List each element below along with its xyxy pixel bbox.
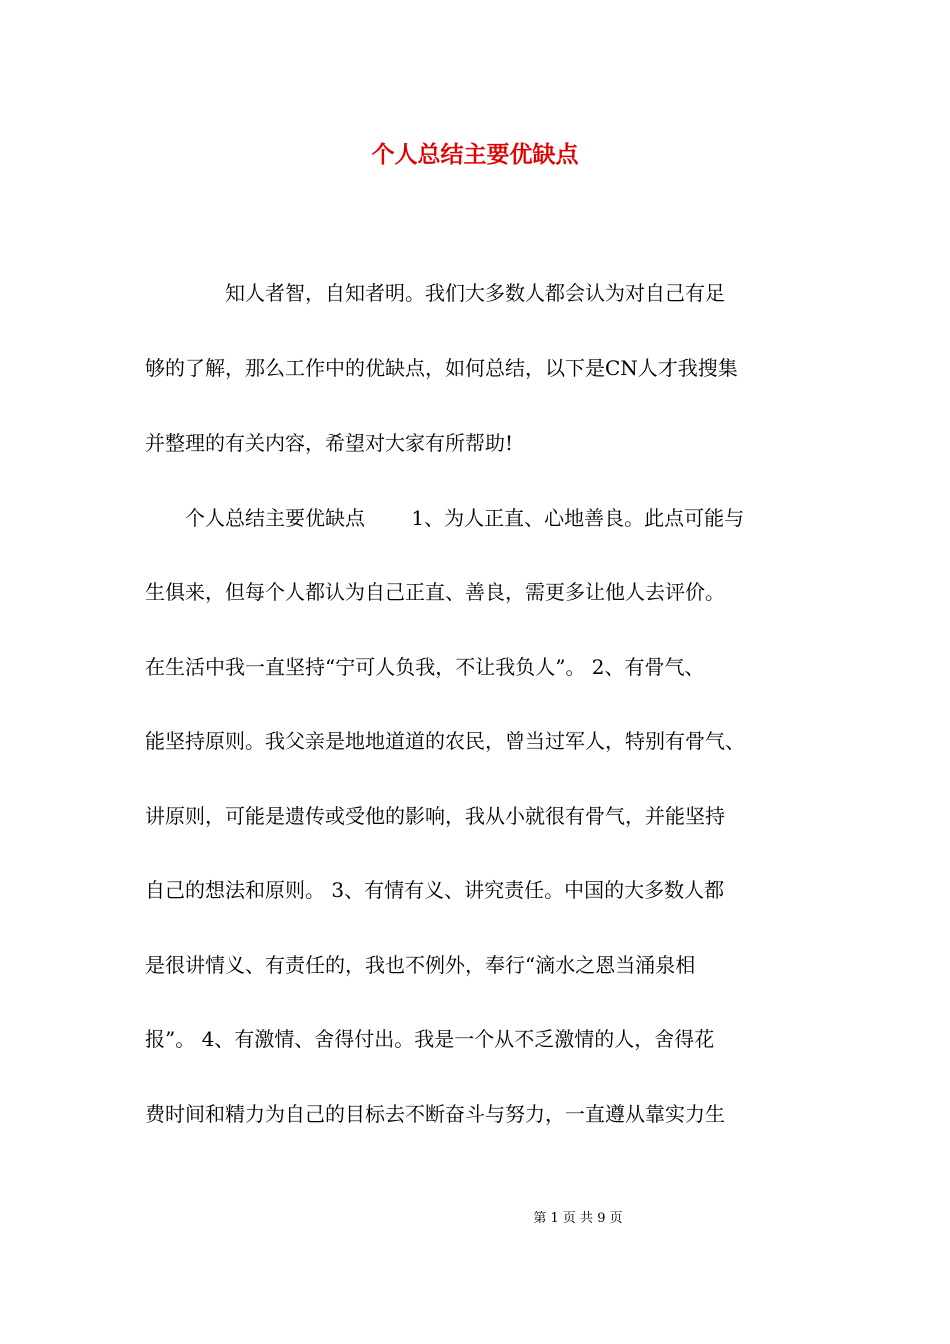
body-line: 自己的想法和原则。 3、有情有义、讲究责任。中国的大多数人都	[145, 878, 725, 902]
body-line: 生俱来，但每个人都认为自己正直、善良，需更多让他人去评价。	[145, 580, 725, 604]
body-line: 个人总结主要优缺点 1、为人正直、心地善良。此点可能与	[145, 506, 745, 530]
body-line: 知人者智，自知者明。我们大多数人都会认为对自己有足	[145, 281, 725, 305]
body-line: 够的了解，那么工作中的优缺点，如何总结，以下是CN人才我搜集	[145, 356, 738, 380]
page-number-footer: 第 1 页 共 9 页	[533, 1211, 623, 1226]
body-line: 是很讲情义、有责任的，我也不例外，奉行“滴水之恩当涌泉相	[145, 953, 696, 977]
body-line: 能坚持原则。我父亲是地地道道的农民，曾当过军人，特别有骨气、	[145, 729, 745, 753]
body-line: 报”。 4、有激情、舍得付出。我是一个从不乏激情的人，舍得花	[145, 1027, 715, 1051]
document-title: 个人总结主要优缺点	[371, 142, 579, 168]
body-line: 讲原则，可能是遗传或受他的影响，我从小就很有骨气，并能坚持	[145, 804, 725, 828]
body-line: 在生活中我一直坚持“宁可人负我，不让我负人”。 2、有骨气、	[145, 655, 705, 679]
body-line: 费时间和精力为自己的目标去不断奋斗与努力，一直遵从靠实力生	[145, 1102, 725, 1126]
body-line: 并整理的有关内容，希望对大家有所帮助!	[145, 431, 514, 455]
